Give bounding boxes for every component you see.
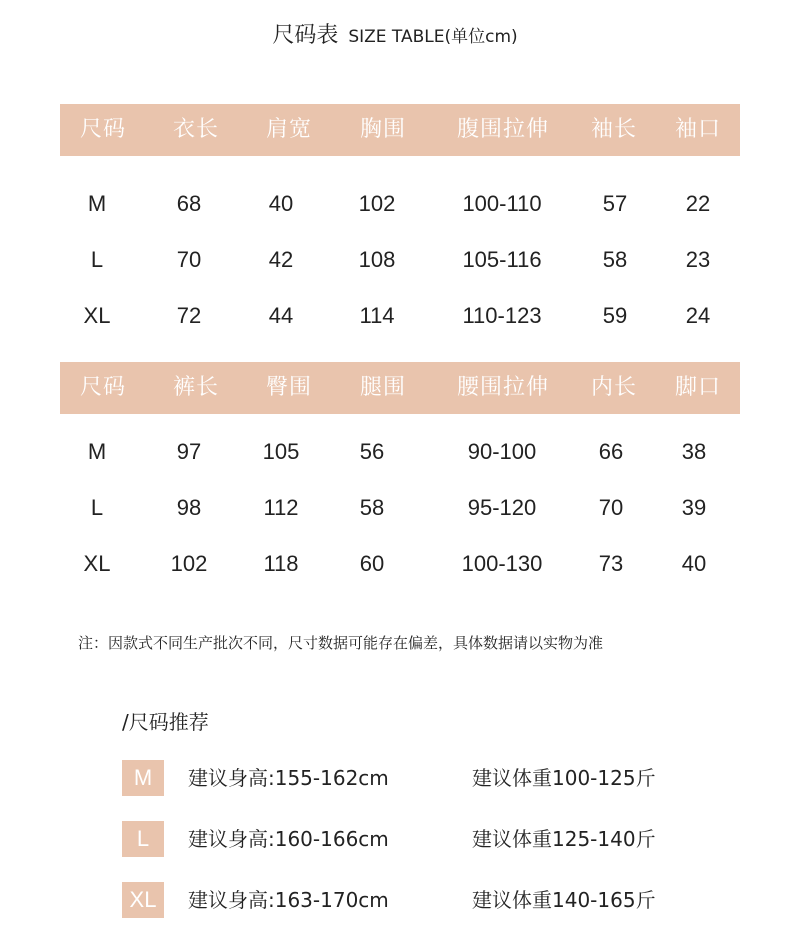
table-row (0, 549, 790, 579)
top-table-header (60, 104, 740, 156)
top-header-cell: 肩宽 (265, 117, 313, 142)
title-cn: 尺码表 (272, 23, 339, 48)
recommend-title: /尺码推荐 (122, 710, 209, 734)
recommend-item (0, 760, 790, 800)
top-header-cell: 袖长 (590, 117, 638, 142)
table-cell: 24 (685, 303, 711, 328)
recommend-weight: 建议体重100-125斤 (472, 766, 656, 790)
table-cell: 40 (268, 191, 294, 216)
table-cell: 102 (170, 551, 208, 576)
title-en: SIZE TABLE(单位cm) (348, 27, 518, 47)
table-cell: 110-123 (462, 303, 542, 328)
recommend-weight: 建议体重140-165斤 (472, 888, 656, 912)
table-cell: 40 (681, 551, 707, 576)
bottom-header-cell: 尺码 (79, 375, 127, 400)
bottom-header-cell: 腰围拉伸 (456, 375, 550, 400)
table-cell: 59 (602, 303, 628, 328)
table-cell: 22 (685, 191, 711, 216)
size-badge: L (122, 821, 164, 857)
table-cell: L (90, 495, 104, 520)
top-header-cell: 腹围拉伸 (456, 117, 550, 142)
table-cell: 114 (359, 303, 395, 328)
table-cell: 105-116 (462, 247, 542, 272)
bottom-header-cell: 臀围 (265, 375, 313, 400)
table-cell: M (87, 439, 107, 464)
table-cell: 118 (263, 551, 299, 576)
page-title (0, 18, 790, 49)
table-cell: 98 (176, 495, 202, 520)
table-cell: 72 (176, 303, 202, 328)
size-badge: XL (122, 882, 164, 918)
recommend-item (0, 821, 790, 861)
table-cell: 42 (268, 247, 294, 272)
table-cell: 66 (598, 439, 624, 464)
table-cell: 39 (681, 495, 707, 520)
table-cell: XL (83, 303, 111, 328)
table-cell: 108 (358, 247, 396, 272)
recommend-weight: 建议体重125-140斤 (472, 827, 656, 851)
recommend-item (0, 882, 790, 922)
table-cell: M (87, 191, 107, 216)
table-cell: L (90, 247, 104, 272)
disclaimer-note: 注：因款式不同生产批次不同，尺寸数据可能存在偏差，具体数据请以实物为准 (78, 634, 604, 652)
table-cell: 58 (602, 247, 628, 272)
bottom-header-cell: 裤长 (172, 375, 220, 400)
table-cell: 100-130 (461, 551, 543, 576)
table-cell: 90-100 (467, 439, 537, 464)
table-cell: 100-110 (462, 191, 542, 216)
recommend-height: 建议身高:160-166cm (188, 827, 389, 851)
table-cell: 44 (268, 303, 294, 328)
bottom-table-header (60, 362, 740, 414)
table-row (0, 437, 790, 467)
table-cell: 57 (602, 191, 628, 216)
table-cell: 73 (598, 551, 624, 576)
table-cell: 102 (358, 191, 396, 216)
top-header-cell: 胸围 (359, 117, 407, 142)
table-row (0, 301, 790, 331)
table-cell: 105 (262, 439, 300, 464)
top-header-cell: 衣长 (172, 117, 220, 142)
table-cell: 112 (263, 495, 299, 520)
table-cell: 58 (359, 495, 385, 520)
size-badge: M (122, 760, 164, 796)
table-cell: 60 (359, 551, 385, 576)
table-cell: 56 (359, 439, 385, 464)
table-cell: 70 (598, 495, 624, 520)
table-cell: 70 (176, 247, 202, 272)
table-cell: 97 (176, 439, 202, 464)
table-cell: 23 (685, 247, 711, 272)
table-row (0, 189, 790, 219)
bottom-header-cell: 内长 (590, 375, 638, 400)
table-cell: 38 (681, 439, 707, 464)
table-row (0, 245, 790, 275)
recommend-height: 建议身高:155-162cm (188, 766, 389, 790)
bottom-header-cell: 脚口 (674, 375, 722, 400)
table-cell: XL (83, 551, 111, 576)
table-cell: 95-120 (467, 495, 537, 520)
bottom-header-cell: 腿围 (359, 375, 407, 400)
table-row (0, 493, 790, 523)
table-cell: 68 (176, 191, 202, 216)
top-header-cell: 袖口 (674, 117, 722, 142)
recommend-height: 建议身高:163-170cm (188, 888, 389, 912)
top-header-cell: 尺码 (79, 117, 127, 142)
